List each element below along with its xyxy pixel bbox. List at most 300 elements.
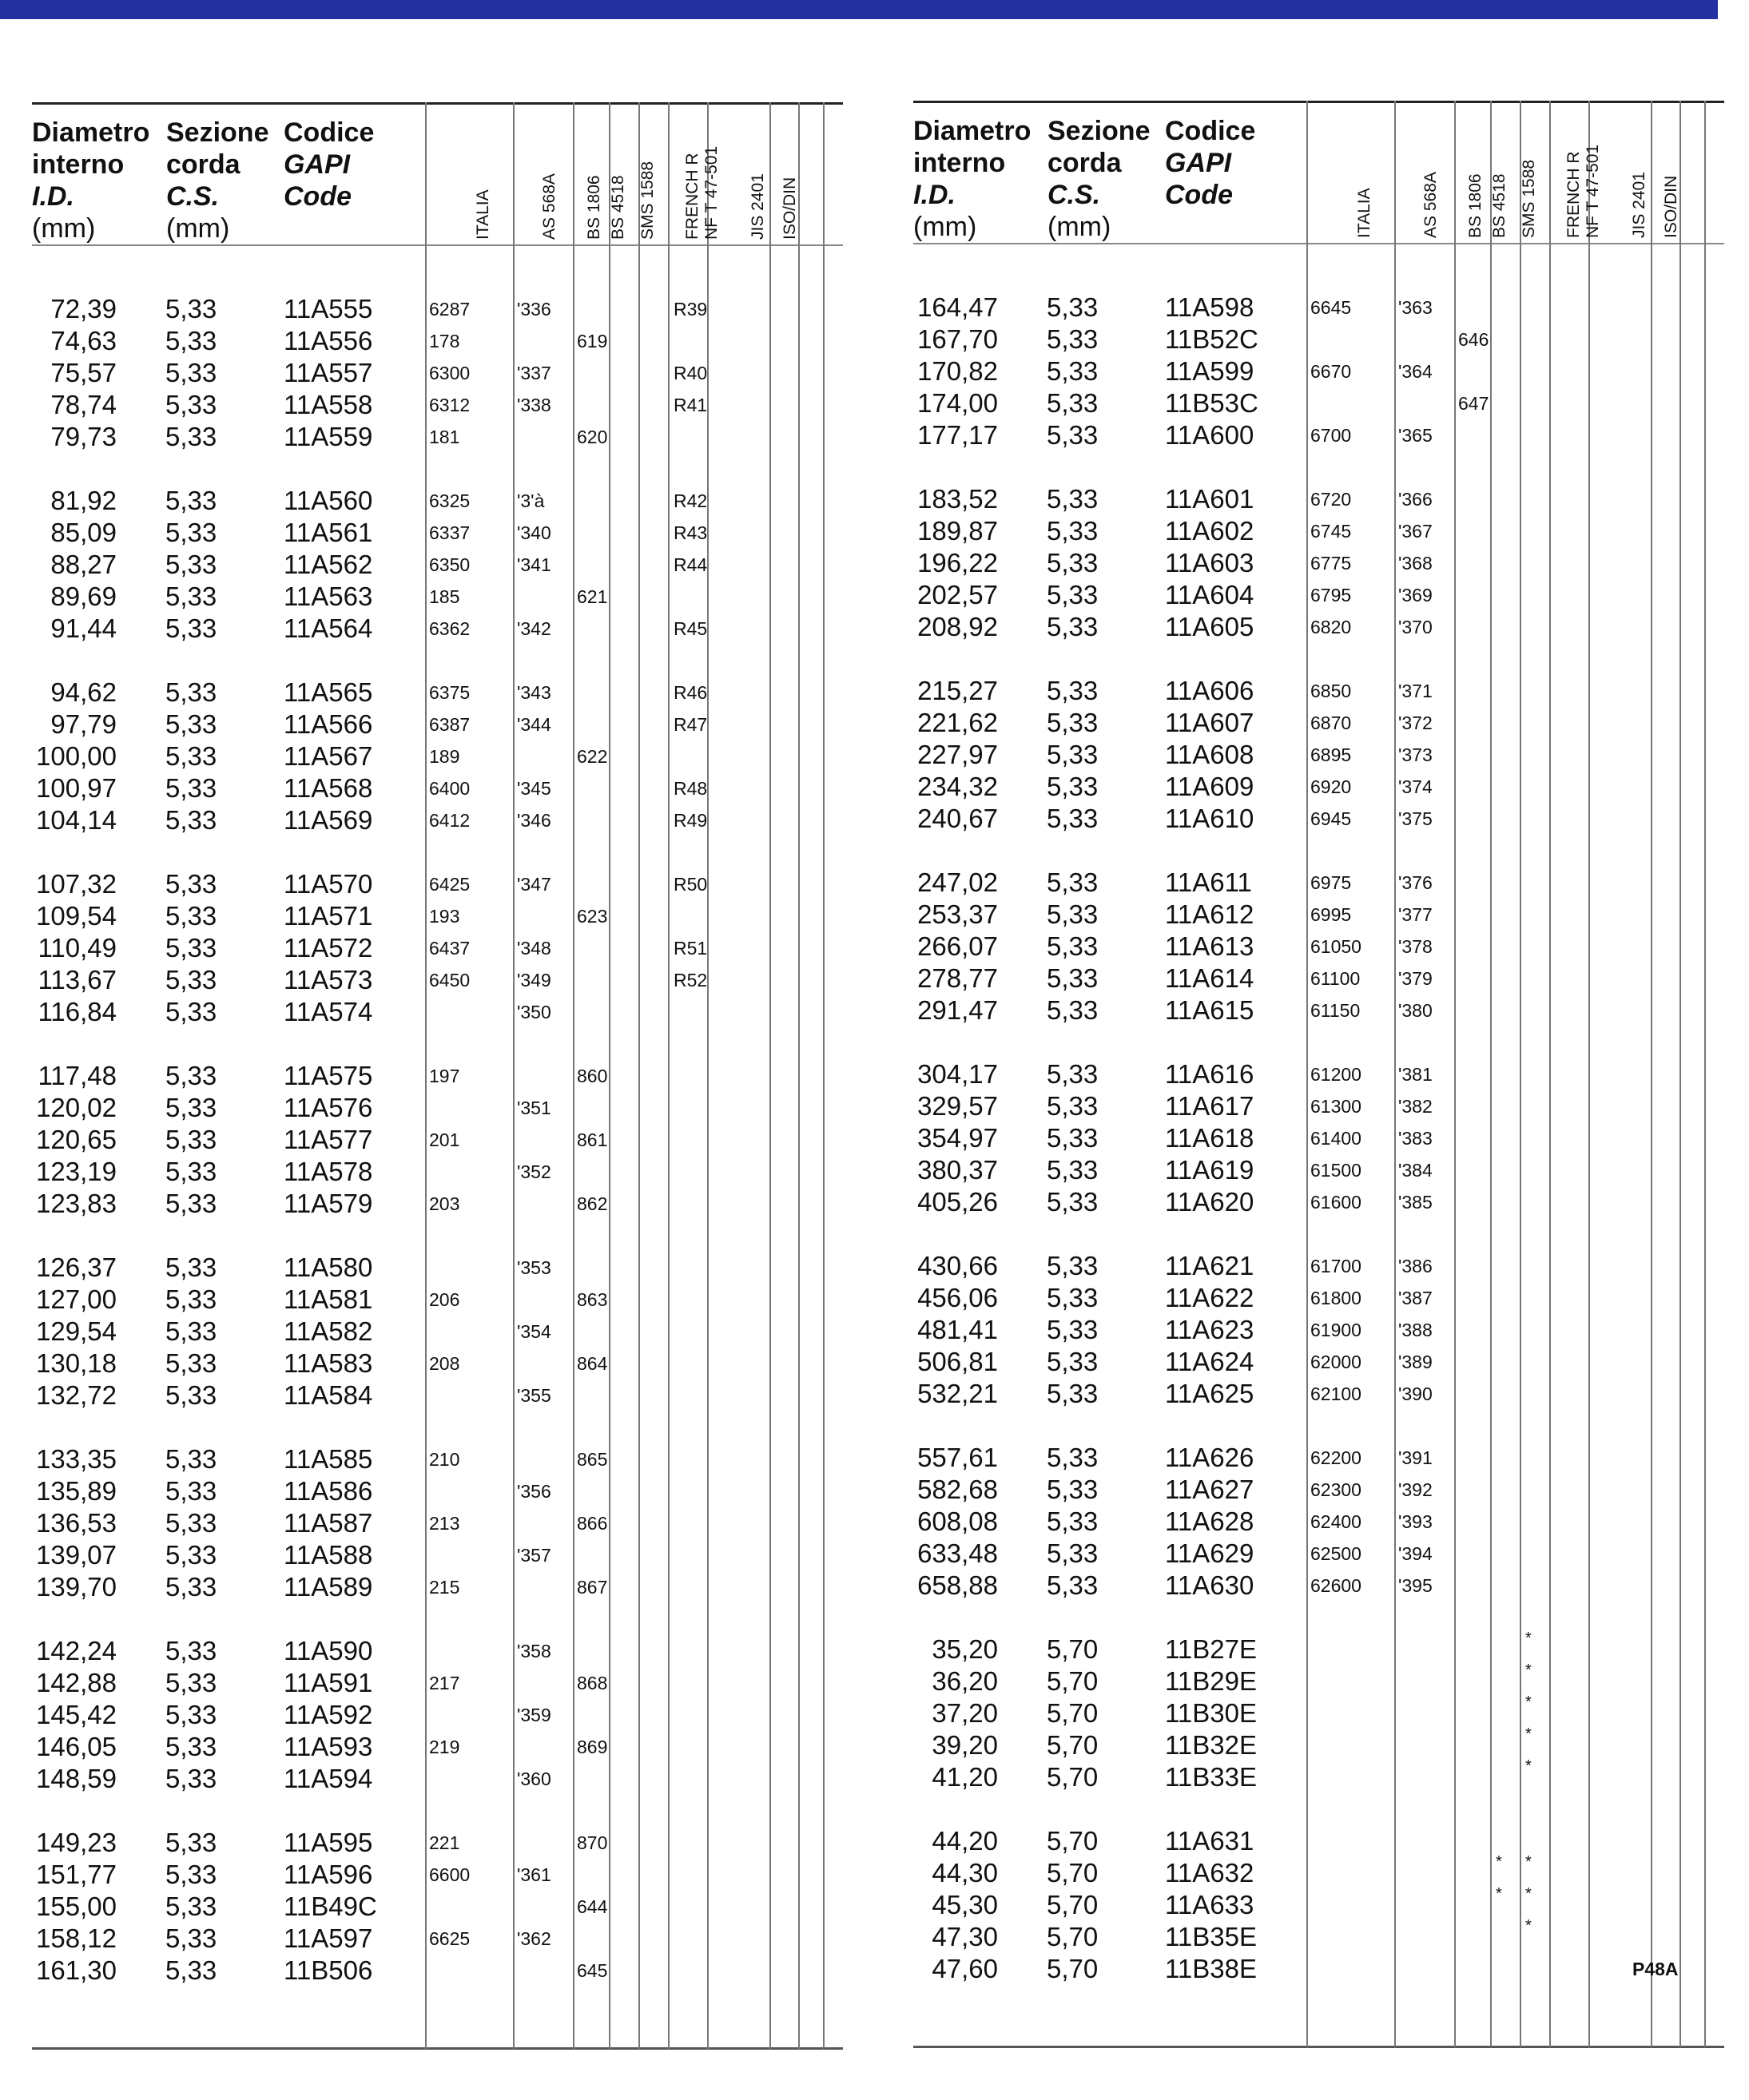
std-cell: 197 <box>429 1066 460 1086</box>
cs-cell: 5,33 <box>165 1860 217 1889</box>
cs-cell: 5,33 <box>1047 1443 1099 1472</box>
id-cell: 47,60 <box>932 1954 998 1983</box>
std-cell: '357 <box>517 1545 551 1566</box>
code-cell: 11A574 <box>284 997 373 1026</box>
id-cell: 116,84 <box>38 997 117 1026</box>
id-cell: 94,62 <box>50 677 117 707</box>
id-cell: 110,49 <box>38 933 117 963</box>
std-cell: '365 <box>1398 425 1433 446</box>
cs-cell: 5,70 <box>1047 1858 1099 1888</box>
code-cell: 11A620 <box>1165 1187 1254 1217</box>
std-cell: '352 <box>517 1161 551 1182</box>
std-cell: '379 <box>1398 968 1433 989</box>
code-cell: 11A630 <box>1165 1570 1254 1600</box>
std-cell: '370 <box>1398 617 1433 637</box>
code-cell: 11A628 <box>1165 1507 1254 1536</box>
cs-cell: 5,33 <box>165 1316 217 1346</box>
std-cell: '349 <box>517 970 551 990</box>
std-cell: '373 <box>1398 744 1433 765</box>
id-cell: 532,21 <box>917 1379 998 1408</box>
id-cell: 557,61 <box>917 1443 998 1472</box>
header-line: C.S. <box>1047 180 1101 210</box>
id-cell: 79,73 <box>50 422 117 451</box>
cs-cell: 5,33 <box>165 1668 217 1697</box>
cs-cell: 5,33 <box>165 1061 217 1090</box>
cs-cell: 5,33 <box>165 901 217 931</box>
cs-cell: 5,33 <box>1047 1059 1099 1089</box>
cs-cell: 5,70 <box>1047 1666 1099 1696</box>
code-cell: 11A558 <box>284 390 373 419</box>
cs-cell: 5,33 <box>165 294 217 324</box>
std-cell: 6870 <box>1310 713 1352 733</box>
std-cell: R51 <box>674 938 708 959</box>
std-cell: 865 <box>577 1449 608 1470</box>
cs-cell: 5,33 <box>165 1508 217 1538</box>
code-cell: 11A623 <box>1165 1315 1254 1344</box>
std-cell: '340 <box>517 522 551 543</box>
code-cell: 11A629 <box>1165 1538 1254 1568</box>
column-rule <box>573 102 574 2049</box>
star-mark: * <box>1525 1725 1532 1743</box>
code-cell: 11A593 <box>284 1732 373 1761</box>
code-cell: 11A583 <box>284 1348 373 1378</box>
cs-cell: 5,33 <box>1047 612 1099 641</box>
std-cell: R50 <box>674 874 708 895</box>
column-rule <box>823 102 825 2049</box>
id-cell: 142,24 <box>36 1636 117 1665</box>
id-cell: 45,30 <box>932 1890 998 1919</box>
code-cell: 11A577 <box>284 1125 373 1154</box>
code-cell: 11A595 <box>284 1828 373 1857</box>
star-mark: * <box>1496 1853 1502 1871</box>
id-cell: 135,89 <box>36 1476 117 1506</box>
header-line: (mm) <box>166 213 230 244</box>
cs-cell: 5,33 <box>165 422 217 451</box>
id-cell: 44,30 <box>932 1858 998 1888</box>
cs-cell: 5,33 <box>1047 1347 1099 1376</box>
cs-cell: 5,33 <box>1047 1379 1099 1408</box>
cs-cell: 5,33 <box>165 1923 217 1953</box>
table-left <box>32 102 843 2083</box>
code-cell: 11A622 <box>1165 1283 1254 1312</box>
id-cell: 89,69 <box>50 582 117 611</box>
id-cell: 100,00 <box>36 741 117 771</box>
std-cell: 193 <box>429 906 460 927</box>
header-line: Codice <box>1165 116 1256 146</box>
code-cell: 11A633 <box>1165 1890 1254 1919</box>
std-cell: '337 <box>517 363 551 383</box>
id-cell: 109,54 <box>36 901 117 931</box>
std-cell: '359 <box>517 1705 551 1725</box>
code-cell: 11A590 <box>284 1636 373 1665</box>
standard-label-text: SMS 1588 <box>1520 159 1538 238</box>
code-cell: 11A609 <box>1165 772 1254 801</box>
header-line: C.S. <box>166 181 220 212</box>
id-cell: 221,62 <box>917 708 998 737</box>
header-bottom-rule <box>32 244 843 246</box>
cs-cell: 5,33 <box>1047 1187 1099 1217</box>
id-cell: 97,79 <box>50 709 117 739</box>
std-cell: 869 <box>577 1737 608 1757</box>
std-cell: 210 <box>429 1449 460 1470</box>
standard-label-text: ISO/DIN <box>781 177 799 240</box>
header-col3 <box>1165 115 1255 211</box>
cs-cell: 5,33 <box>1047 867 1099 897</box>
std-cell: 861 <box>577 1129 608 1150</box>
id-cell: 37,20 <box>932 1698 998 1728</box>
std-cell: 201 <box>429 1129 460 1150</box>
std-cell: '388 <box>1398 1320 1433 1340</box>
code-cell: 11A603 <box>1165 548 1254 578</box>
code-cell: 11A616 <box>1165 1059 1254 1089</box>
code-cell: 11A565 <box>284 677 373 707</box>
id-cell: 506,81 <box>917 1347 998 1376</box>
code-cell: 11A568 <box>284 773 373 803</box>
cs-cell: 5,33 <box>1047 292 1099 322</box>
cs-cell: 5,33 <box>165 1348 217 1378</box>
cs-cell: 5,33 <box>1047 388 1099 418</box>
cs-cell: 5,70 <box>1047 1762 1099 1792</box>
code-cell: 11B506 <box>284 1955 373 1985</box>
id-cell: 36,20 <box>932 1666 998 1696</box>
std-cell: 860 <box>577 1066 608 1086</box>
code-cell: 11A555 <box>284 294 373 324</box>
std-cell: 62100 <box>1310 1383 1361 1404</box>
std-cell: '383 <box>1398 1128 1433 1149</box>
standard-label-text: BS 1806 <box>585 175 603 240</box>
cs-cell: 5,33 <box>165 1764 217 1793</box>
column-rule <box>1306 101 1308 2047</box>
cs-cell: 5,33 <box>165 486 217 515</box>
std-cell: 870 <box>577 1832 608 1853</box>
std-cell: 61500 <box>1310 1160 1361 1181</box>
star-mark: * <box>1525 1885 1532 1903</box>
cs-cell: 5,33 <box>165 1892 217 1921</box>
std-cell: '341 <box>517 554 551 575</box>
id-cell: 88,27 <box>50 550 117 579</box>
header-col2 <box>166 117 268 244</box>
star-mark: * <box>1525 1661 1532 1679</box>
id-cell: 481,41 <box>917 1315 998 1344</box>
std-cell: 623 <box>577 906 608 927</box>
code-cell: 11B38E <box>1165 1954 1257 1983</box>
std-cell: '369 <box>1398 585 1433 605</box>
std-cell: 61300 <box>1310 1096 1361 1117</box>
code-cell: 11A614 <box>1165 963 1254 993</box>
standard-label-text: JIS 2401 <box>749 173 767 240</box>
code-cell: 11B32E <box>1165 1730 1257 1760</box>
std-cell: '342 <box>517 618 551 639</box>
cs-cell: 5,33 <box>165 805 217 835</box>
cs-cell: 5,33 <box>165 965 217 994</box>
cs-cell: 5,70 <box>1047 1730 1099 1760</box>
std-cell: R46 <box>674 682 708 703</box>
id-cell: 35,20 <box>932 1634 998 1664</box>
header-line: (mm) <box>913 212 977 242</box>
std-cell: 62500 <box>1310 1543 1361 1564</box>
std-cell: '390 <box>1398 1383 1433 1404</box>
header-bottom-rule <box>913 243 1724 244</box>
id-cell: 78,74 <box>50 390 117 419</box>
table-top-rule <box>32 102 843 105</box>
std-cell: 619 <box>577 331 608 351</box>
id-cell: 291,47 <box>917 995 998 1025</box>
std-cell: 6795 <box>1310 585 1352 605</box>
cs-cell: 5,33 <box>1047 356 1099 386</box>
header-line: I.D. <box>32 181 74 212</box>
std-cell: '348 <box>517 938 551 959</box>
std-cell: 6700 <box>1310 425 1352 446</box>
column-rule <box>1454 101 1456 2047</box>
std-cell: 6820 <box>1310 617 1352 637</box>
std-cell: 6337 <box>429 522 471 543</box>
code-cell: 11A561 <box>284 518 373 547</box>
id-cell: 183,52 <box>917 484 998 514</box>
std-cell: '382 <box>1398 1096 1433 1117</box>
std-cell: 203 <box>429 1193 460 1214</box>
id-cell: 39,20 <box>932 1730 998 1760</box>
header-line: (mm) <box>32 213 96 244</box>
code-cell: 11A612 <box>1165 899 1254 929</box>
standard-label-text: ITALIA <box>1355 188 1373 238</box>
column-rule <box>1704 101 1706 2047</box>
std-cell: R52 <box>674 970 708 990</box>
std-cell: 6400 <box>429 778 471 799</box>
standard-label-text: NF T 47-501 <box>702 145 721 240</box>
header-line: Code <box>284 181 352 212</box>
std-cell: 645 <box>577 1960 608 1981</box>
std-cell: '362 <box>517 1928 551 1949</box>
id-cell: 146,05 <box>36 1732 117 1761</box>
std-cell: '343 <box>517 682 551 703</box>
std-cell: 61100 <box>1310 968 1361 989</box>
std-cell: '360 <box>517 1769 551 1789</box>
std-cell: 6745 <box>1310 521 1352 542</box>
cs-cell: 5,33 <box>1047 420 1099 450</box>
std-cell: 6350 <box>429 554 471 575</box>
std-cell: 206 <box>429 1289 460 1310</box>
id-cell: 139,07 <box>36 1540 117 1570</box>
header-line: Sezione <box>1047 116 1151 146</box>
std-cell: 6720 <box>1310 489 1352 510</box>
std-cell: '353 <box>517 1257 551 1278</box>
std-cell: '380 <box>1398 1000 1433 1021</box>
id-cell: 247,02 <box>917 867 998 897</box>
standard-label-text: SMS 1588 <box>638 161 657 240</box>
standard-label-text: BS 1806 <box>1466 173 1485 238</box>
id-cell: 582,68 <box>917 1475 998 1504</box>
star-mark: * <box>1525 1693 1532 1711</box>
code-cell: 11A556 <box>284 326 373 355</box>
cs-cell: 5,33 <box>165 1732 217 1761</box>
std-cell: '371 <box>1398 681 1433 701</box>
id-cell: 126,37 <box>36 1252 117 1282</box>
code-cell: 11A588 <box>284 1540 373 1570</box>
cs-cell: 5,70 <box>1047 1826 1099 1856</box>
code-cell: 11A594 <box>284 1764 373 1793</box>
std-cell: 6325 <box>429 490 471 511</box>
std-cell: 864 <box>577 1353 608 1374</box>
id-cell: 266,07 <box>917 931 998 961</box>
code-cell: 11A581 <box>284 1284 373 1314</box>
id-cell: 405,26 <box>917 1187 998 1217</box>
cs-cell: 5,33 <box>1047 1251 1099 1280</box>
id-cell: 123,83 <box>36 1189 117 1218</box>
id-cell: 130,18 <box>36 1348 117 1378</box>
std-cell: R45 <box>674 618 708 639</box>
code-cell: 11A564 <box>284 613 373 643</box>
std-cell: 6425 <box>429 874 471 895</box>
std-cell: R47 <box>674 714 708 735</box>
column-rule <box>425 102 427 2049</box>
table-bottom-rule <box>913 2046 1724 2048</box>
cs-cell: 5,33 <box>1047 772 1099 801</box>
std-cell: '392 <box>1398 1479 1433 1500</box>
table-right <box>913 101 1724 2082</box>
std-cell: '381 <box>1398 1064 1433 1085</box>
code-cell: 11B30E <box>1165 1698 1257 1728</box>
code-cell: 11A607 <box>1165 708 1254 737</box>
star-mark: * <box>1496 1885 1502 1903</box>
std-cell: '358 <box>517 1641 551 1661</box>
star-mark: * <box>1525 1917 1532 1935</box>
standard-label-text: FRENCH R <box>683 153 702 240</box>
cs-cell: 5,70 <box>1047 1922 1099 1951</box>
cs-cell: 5,33 <box>1047 324 1099 354</box>
std-cell: '368 <box>1398 553 1433 574</box>
code-cell: 11A569 <box>284 805 373 835</box>
column-rule <box>668 102 670 2049</box>
code-cell: 11A601 <box>1165 484 1254 514</box>
code-cell: 11A613 <box>1165 931 1254 961</box>
cs-cell: 5,33 <box>1047 931 1099 961</box>
id-cell: 107,32 <box>36 869 117 899</box>
code-cell: 11A584 <box>284 1380 373 1410</box>
cs-cell: 5,33 <box>165 773 217 803</box>
id-cell: 329,57 <box>917 1091 998 1121</box>
cs-cell: 5,33 <box>165 390 217 419</box>
cs-cell: 5,33 <box>1047 995 1099 1025</box>
std-cell: 61150 <box>1310 1000 1361 1021</box>
code-cell: 11A597 <box>284 1923 373 1953</box>
code-cell: 11A579 <box>284 1189 373 1218</box>
std-cell: 62300 <box>1310 1479 1361 1500</box>
column-rule <box>1549 101 1551 2047</box>
cs-cell: 5,33 <box>165 1540 217 1570</box>
id-cell: 44,20 <box>932 1826 998 1856</box>
cs-cell: 5,33 <box>165 869 217 899</box>
header-col3 <box>284 117 374 212</box>
cs-cell: 5,33 <box>165 997 217 1026</box>
cs-cell: 5,33 <box>165 1189 217 1218</box>
std-cell: R43 <box>674 522 708 543</box>
std-cell: 6600 <box>429 1864 471 1885</box>
std-cell: '336 <box>517 299 551 320</box>
std-cell: 61700 <box>1310 1256 1361 1276</box>
cs-cell: 5,33 <box>1047 1123 1099 1153</box>
std-cell: 6850 <box>1310 681 1352 701</box>
std-cell: 862 <box>577 1193 608 1214</box>
std-cell: 217 <box>429 1673 460 1693</box>
standard-label-text: AS 568A <box>1421 172 1440 238</box>
id-cell: 100,97 <box>36 773 117 803</box>
code-cell: 11A599 <box>1165 356 1254 386</box>
cs-cell: 5,33 <box>165 1476 217 1506</box>
cs-cell: 5,33 <box>165 582 217 611</box>
cs-cell: 5,33 <box>165 1636 217 1665</box>
header-line: GAPI <box>284 149 351 180</box>
std-cell: 189 <box>429 746 460 767</box>
code-cell: 11A592 <box>284 1700 373 1729</box>
cs-cell: 5,33 <box>165 1157 217 1186</box>
std-cell: 6895 <box>1310 744 1352 765</box>
column-rule <box>1679 101 1681 2047</box>
std-cell: 62400 <box>1310 1511 1361 1532</box>
column-rule <box>769 102 771 2049</box>
cs-cell: 5,33 <box>165 1828 217 1857</box>
cs-cell: 5,70 <box>1047 1698 1099 1728</box>
std-cell: 6975 <box>1310 872 1352 893</box>
std-cell: '354 <box>517 1321 551 1342</box>
std-cell: R48 <box>674 778 708 799</box>
column-rule <box>1520 101 1521 2047</box>
code-cell: 11B49C <box>284 1892 377 1921</box>
code-cell: 11B52C <box>1165 324 1258 354</box>
code-cell: 11A605 <box>1165 612 1254 641</box>
code-cell: 11A606 <box>1165 676 1254 705</box>
id-cell: 81,92 <box>50 486 117 515</box>
std-cell: R39 <box>674 299 708 320</box>
std-cell: '366 <box>1398 489 1433 510</box>
cs-cell: 5,33 <box>1047 1283 1099 1312</box>
std-cell: 61400 <box>1310 1128 1361 1149</box>
id-cell: 177,17 <box>917 420 998 450</box>
id-cell: 189,87 <box>917 516 998 546</box>
code-cell: 11A567 <box>284 741 373 771</box>
code-cell: 11A610 <box>1165 804 1254 833</box>
page-code: P48A <box>1632 1959 1679 1979</box>
std-cell: '374 <box>1398 776 1433 797</box>
id-cell: 139,70 <box>36 1572 117 1602</box>
code-cell: 11A618 <box>1165 1123 1254 1153</box>
std-cell: 219 <box>429 1737 460 1757</box>
id-cell: 142,88 <box>36 1668 117 1697</box>
id-cell: 104,14 <box>36 805 117 835</box>
header-line: Sezione <box>166 117 269 148</box>
std-cell: '394 <box>1398 1543 1433 1564</box>
code-cell: 11B29E <box>1165 1666 1257 1696</box>
code-cell: 11B35E <box>1165 1922 1257 1951</box>
std-cell: '384 <box>1398 1160 1433 1181</box>
std-cell: '363 <box>1398 297 1433 318</box>
id-cell: 75,57 <box>50 358 117 387</box>
std-cell: 61200 <box>1310 1064 1361 1085</box>
id-cell: 127,00 <box>36 1284 117 1314</box>
std-cell: 6670 <box>1310 361 1352 382</box>
std-cell: 6995 <box>1310 904 1352 925</box>
id-cell: 149,23 <box>36 1828 117 1857</box>
code-cell: 11A600 <box>1165 420 1254 450</box>
header-col1 <box>913 115 1031 243</box>
standard-label-text: ITALIA <box>474 189 492 240</box>
code-cell: 11A582 <box>284 1316 373 1346</box>
std-cell: '347 <box>517 874 551 895</box>
std-cell: '356 <box>517 1481 551 1502</box>
cs-cell: 5,33 <box>1047 1570 1099 1600</box>
star-mark: * <box>1525 1630 1532 1647</box>
code-cell: 11A632 <box>1165 1858 1254 1888</box>
cs-cell: 5,33 <box>1047 740 1099 769</box>
